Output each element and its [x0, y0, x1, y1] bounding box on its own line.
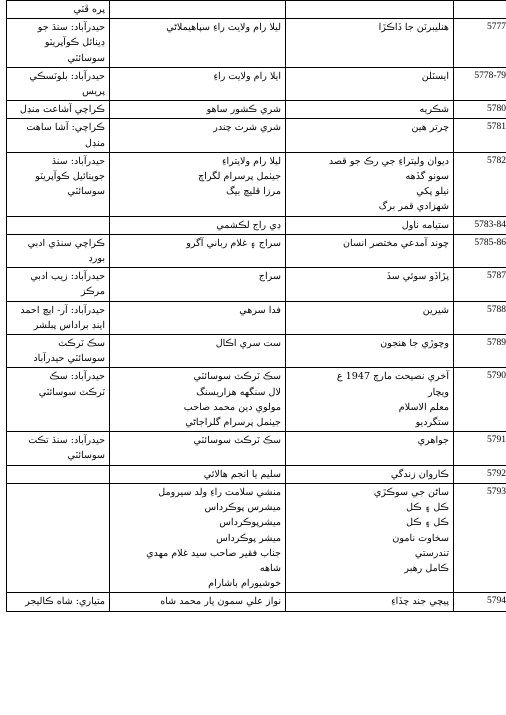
author-line: ميشر پوڪرداس [216, 532, 281, 544]
publisher-line: پره ڦٽي [73, 4, 105, 15]
author-line: سليم يا انجم هالائي [203, 468, 281, 480]
table-row [7, 465, 506, 483]
catalog-number-cell [454, 301, 506, 334]
author-cell [110, 335, 286, 368]
catalog-number: 5789 [487, 338, 506, 349]
title-line: شهزادي قمر برگ [378, 201, 449, 213]
title-line: ديوان وليتراءِ جي رڪ جو قصد [328, 155, 449, 167]
author-cell [110, 465, 286, 483]
title-line: سخاوت نامون [392, 532, 449, 544]
catalog-table [6, 0, 506, 612]
title-line: ستگرديو [415, 417, 449, 429]
catalog-number-cell [454, 268, 506, 301]
catalog-number: 5780 [487, 104, 506, 115]
author-cell [110, 483, 286, 592]
author-line: سراج [258, 271, 281, 283]
publisher-cell [7, 119, 110, 152]
table-row [7, 19, 506, 68]
publisher-line: ڪراچي آشاعت منڊل [19, 104, 105, 116]
title-line: آخري نصيحت مارچ 1947 ع [336, 371, 449, 383]
title-cell [286, 67, 454, 100]
author-line: نواز علي سمون يار محمد شاه [160, 596, 281, 608]
catalog-number-cell [454, 335, 506, 368]
publisher-line: اينڊ براداس پبلشر [33, 319, 105, 331]
publisher-line: سڪ ٽرڪٽ [58, 338, 105, 350]
publisher-cell [7, 432, 110, 465]
publisher-cell [7, 335, 110, 368]
title-cell [286, 335, 454, 368]
catalog-number-cell [454, 67, 506, 100]
table-row [7, 152, 506, 216]
author-line: خوشيورام باشارام [208, 578, 281, 590]
title-line: چوند آمدعي مختصر انسان [342, 237, 449, 249]
title-cell [286, 432, 454, 465]
table-row [7, 301, 506, 334]
catalog-number-cell [454, 483, 506, 592]
author-cell [110, 1, 286, 19]
publisher-cell [7, 19, 110, 68]
publisher-line: مرڪز [80, 286, 105, 298]
publisher-line: حيدرآباد: آر- ايچ احمد [20, 304, 105, 316]
table-row [7, 234, 506, 267]
catalog-number: 5787 [487, 271, 506, 282]
catalog-number: 5782 [487, 155, 506, 166]
publisher-line: حيدرآباد: سنڌ تڪت [28, 435, 105, 447]
author-cell [110, 152, 286, 216]
title-line: وچوڙي جا هنجون [380, 338, 449, 350]
author-line: ميشرس پوڪرداس [204, 502, 281, 514]
author-line: شاهه [259, 562, 281, 574]
author-cell [110, 67, 286, 100]
title-cell [286, 368, 454, 432]
catalog-number-cell [454, 101, 506, 119]
catalog-number-cell [454, 465, 506, 483]
publisher-cell [7, 268, 110, 301]
title-cell [286, 19, 454, 68]
publisher-line: سوسائٽي [67, 52, 105, 64]
author-line: منشي سلامت راءِ ولد سيرومل [158, 486, 281, 498]
table-row [7, 101, 506, 119]
author-cell [110, 301, 286, 334]
table-row [7, 432, 506, 465]
table-row [7, 483, 506, 592]
publisher-cell [7, 67, 110, 100]
catalog-number: 5790 [487, 371, 506, 382]
author-line: مولوي دين محمد صاحب [183, 401, 281, 413]
author-line: شري ڪشور ساهو [206, 104, 281, 116]
catalog-number: 5777 [487, 22, 506, 33]
title-line: ڪاروان زندگي [390, 468, 449, 480]
title-cell [286, 465, 454, 483]
author-line: جيٺمل پرسرام لگراچ [198, 171, 281, 183]
table-row [7, 216, 506, 234]
catalog-number: 5794 [487, 596, 506, 607]
author-line: ڊي راج لڪشمي [216, 219, 281, 231]
title-line: شڪريه [419, 104, 449, 116]
title-line: نيلو پکي [416, 186, 449, 198]
table-row [7, 368, 506, 432]
catalog-number: 5788 [487, 304, 506, 315]
publisher-cell [7, 234, 110, 267]
publisher-line: منڊل [84, 137, 105, 149]
table-row [7, 67, 506, 100]
title-line: جواهري [417, 435, 449, 447]
author-line: ست سري اڪال [215, 338, 281, 350]
title-line: هنليبرٽن جا ڏاڪڙا [378, 22, 449, 34]
publisher-cell [7, 465, 110, 483]
author-cell [110, 368, 286, 432]
catalog-number-cell [454, 216, 506, 234]
publisher-line: سوسائٽي [67, 450, 105, 462]
catalog-number: 5791 [487, 435, 506, 446]
catalog-number-cell [454, 234, 506, 267]
catalog-number-cell [454, 368, 506, 432]
author-line: جيٺمل پرسرام گلراجاڻي [185, 417, 281, 429]
catalog-number: 5792 [487, 468, 506, 479]
title-cell [286, 152, 454, 216]
author-line: جناب فقير صاحب سيد غلام مهدي [146, 547, 281, 559]
publisher-line: حيدرآباد: زيب ادبي [30, 271, 105, 283]
catalog-number: 5783-84 [474, 219, 506, 230]
catalog-number: 5781 [487, 122, 506, 133]
author-line: مرزا قليچ بيگ [226, 186, 281, 198]
publisher-cell [7, 152, 110, 216]
publisher-line: ڪراچي سنڌي ادبي [27, 237, 105, 249]
publisher-line: پريس [82, 86, 105, 98]
title-line: معلم الاسلام [398, 401, 449, 413]
publisher-cell [7, 593, 110, 611]
title-line: ڪامل رهبر [404, 562, 449, 574]
publisher-line: حيدرآباد: سنڌ [51, 155, 105, 167]
author-line: فدا سرهي [239, 304, 281, 316]
title-cell [286, 101, 454, 119]
title-cell [286, 268, 454, 301]
publisher-cell [7, 216, 110, 234]
publisher-cell [7, 368, 110, 432]
author-line: ليلا رام ولايتراءِ [221, 155, 281, 167]
author-cell [110, 593, 286, 611]
publisher-line: متياري: شاه ڪاليجر [25, 596, 105, 608]
catalog-number: 5785-86 [474, 237, 506, 248]
title-line: ساڻن جي سوڪڙي [373, 486, 449, 498]
table-row [7, 593, 506, 611]
author-cell [110, 119, 286, 152]
publisher-line: سوسائٽي [67, 186, 105, 198]
author-line: شري شرت چندر [213, 122, 281, 134]
title-line: سونو گڏهه [405, 171, 449, 183]
author-cell [110, 101, 286, 119]
author-cell [110, 268, 286, 301]
publisher-line: ڪراچي: آشا ساهت [26, 122, 105, 134]
publisher-line: ڊينائل ڪوآپريٽو [44, 37, 105, 49]
title-cell [286, 234, 454, 267]
publisher-line: حيدرآباد: سڪ [49, 371, 105, 383]
publisher-cell [7, 1, 110, 19]
title-cell [286, 216, 454, 234]
table-row [7, 1, 506, 19]
title-line: ستيامه ناول [401, 219, 449, 231]
catalog-table-body [7, 1, 506, 612]
publisher-cell [7, 483, 110, 592]
publisher-line: سوسائٽي حيدرآباد [33, 353, 105, 365]
title-line: ايسٽلن [421, 70, 449, 82]
title-line: ڪل ۽ ڪل [406, 502, 449, 514]
author-cell [110, 234, 286, 267]
title-cell [286, 301, 454, 334]
author-line: ليلا رام ولايت راءِ سپاهيملاڻي [166, 22, 281, 34]
publisher-line: حيدرآباد: بلوٽسڪي [29, 70, 105, 82]
author-line: ميشرپوڪرداس [219, 517, 281, 529]
title-line: ڪل ۽ ڪل [406, 517, 449, 529]
catalog-number-cell [454, 19, 506, 68]
author-cell [110, 216, 286, 234]
title-cell [286, 1, 454, 19]
catalog-sheet [6, 0, 506, 612]
catalog-number-cell [454, 152, 506, 216]
author-line: لال سنگهه هزاريسنگ [196, 386, 281, 398]
catalog-number-cell [454, 1, 506, 19]
author-line: ايلا رام ولايت راءِ [213, 70, 281, 82]
title-line: شيرين [422, 304, 449, 316]
author-line: سڪ ٽرڪٽ سوسائٽي [193, 435, 281, 447]
author-line: سڪ ٽرڪٽ سوسائٽي [193, 371, 281, 383]
title-line: پيچي جند چڏاءِ [391, 596, 449, 608]
publisher-line: حيدرآباد: سنڌ جو [37, 22, 105, 34]
publisher-line: ٽرڪٽ سوسائٽي [38, 386, 105, 398]
author-cell [110, 19, 286, 68]
catalog-number-cell [454, 119, 506, 152]
title-line: تندرستي [414, 547, 449, 559]
table-row [7, 268, 506, 301]
table-row [7, 335, 506, 368]
publisher-cell [7, 301, 110, 334]
author-cell [110, 432, 286, 465]
publisher-line: جوينائيل ڪوآپريٽو [35, 171, 105, 183]
publisher-cell [7, 101, 110, 119]
title-line: پڙاڏو سوئي سڏ [386, 271, 449, 283]
catalog-number: 5793 [487, 486, 506, 497]
title-cell [286, 119, 454, 152]
title-line: چرتر هين [411, 122, 449, 134]
title-cell [286, 593, 454, 611]
catalog-number-cell [454, 432, 506, 465]
title-line: ويچار [427, 386, 449, 398]
publisher-line: بورڊ [88, 253, 105, 265]
title-cell [286, 483, 454, 592]
catalog-number: 5778-79 [474, 70, 506, 81]
author-line: سراج ۽ غلام رباني آگرو [186, 237, 281, 249]
catalog-number-cell [454, 593, 506, 611]
table-row [7, 119, 506, 152]
